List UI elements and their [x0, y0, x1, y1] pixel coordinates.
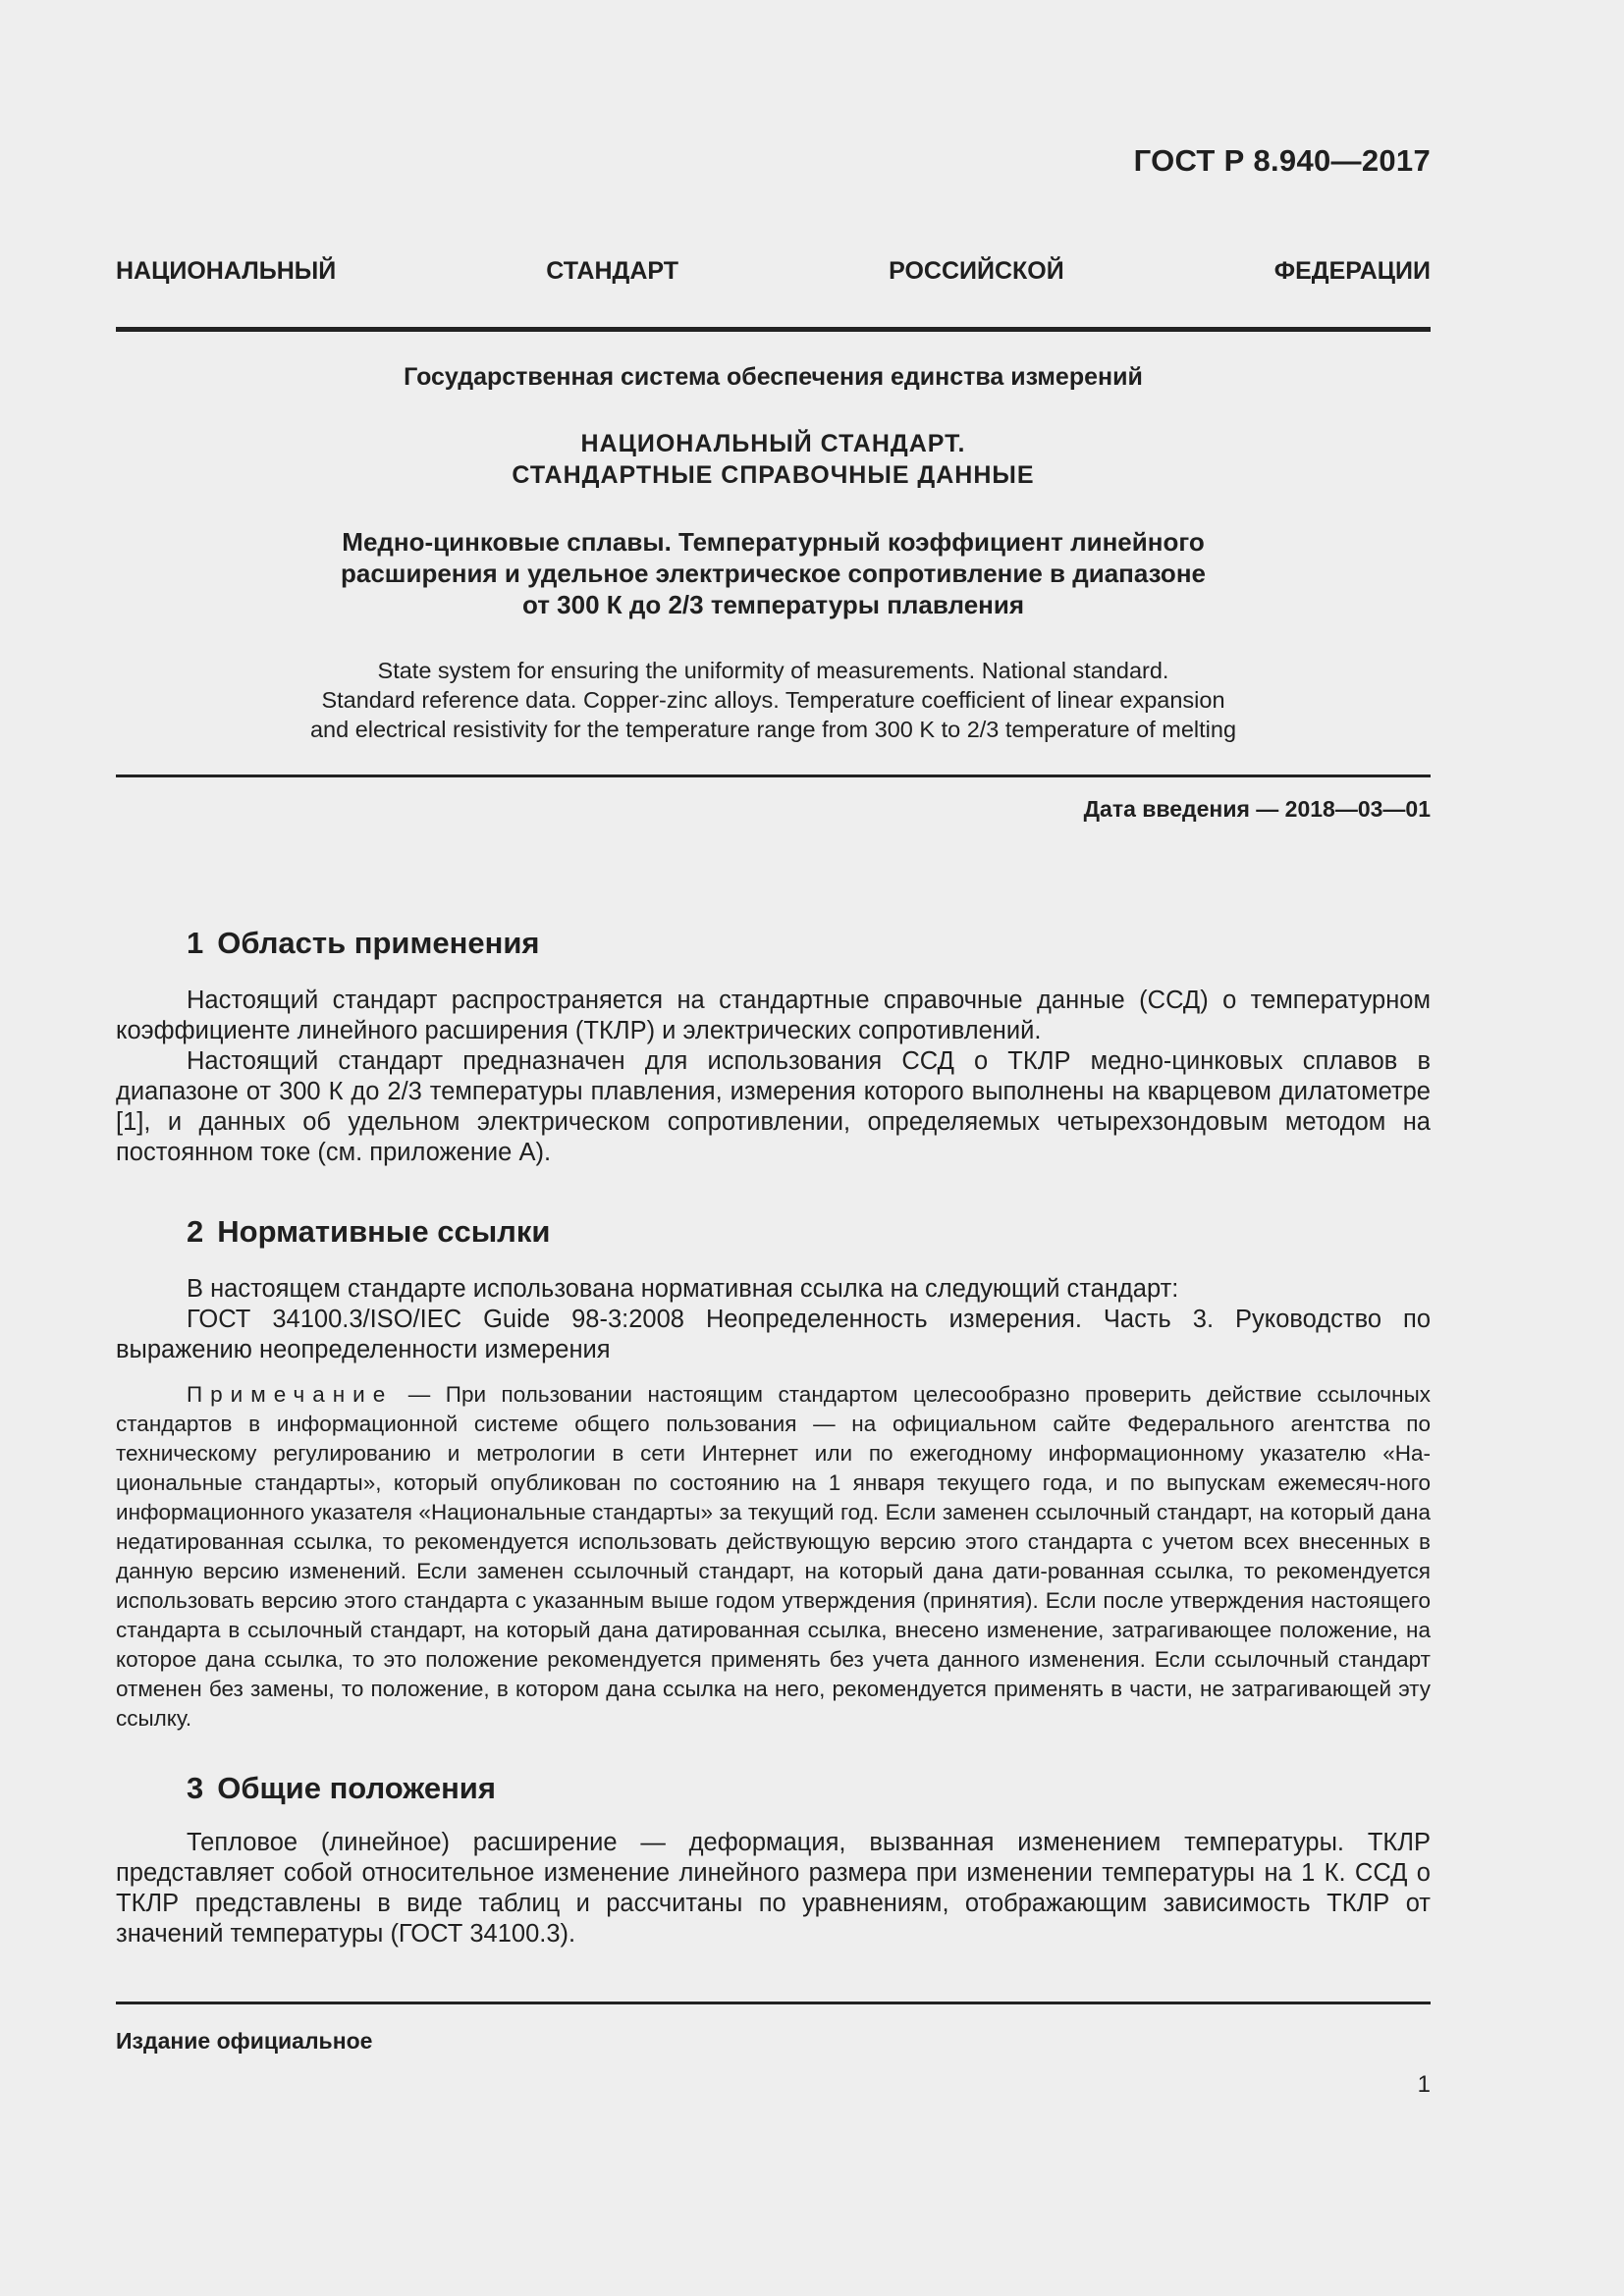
section-3-paragraph-1: Тепловое (линейное) расширение — деформация, вызванная изменением температуры. ТКЛР представляет собой относительное изменение линейного размера при изменении температуры на 1 К. ССД о ТКЛР представлены в виде таблиц и рассчитаны по уравнениям, отображающим зависимость ТКЛР от значений температуры (ГОСТ 34100.3).: [116, 1829, 1431, 1948]
standard-type-title-line-2: СТАНДАРТНЫЕ СПРАВОЧНЫЕ ДАННЫЕ: [512, 461, 1035, 489]
document-number: ГОСТ Р 8.940—2017: [1133, 143, 1431, 178]
english-title-line-1: State system for ensuring the uniformity of measurements. National standard.: [377, 658, 1169, 683]
section-1-heading: [187, 926, 540, 961]
note-label: Примечание: [187, 1382, 394, 1407]
section-3-title: Общие положения: [217, 1771, 496, 1805]
note-body: — При пользовании настоящим стандартом целесообразно проверить действие ссылочных стандартов в информационной системе общего пользования — на официальном сайте Федерального агентства по техническому регулированию и метрологии в сети Интернет или по ежегодному информационному указателю «На-циональные стандарты», который опубликован по состоянию на 1 января текущего года, и по выпускам ежемесяч-ного информационного указателя «Национальные стандарты» за текущий год. Если заменен ссылочный стандарт, на который дана недатированная ссылка, то рекомендуется использовать действующую версию этого стандарта с учетом всех внесенных в данную версию изменений. Если заменен ссылочный стандарт, на который дана дати-рованная ссылка, то рекомендуется использовать версию этого стандарта с указанным выше годом утверждения (принятия). Если после утверждения настоящего стандарта в ссылочный стандарт, на который дана датированная ссылка, внесено изменение, затрагивающее положение, на которое дана ссылка, то это положение рекомендуется применять без учета данного изменения. Если ссылочный стандарт отменен без замены, то положение, в котором дана ссылка на него, рекомендуется применять в части, не затрагивающей эту ссылку.: [116, 1382, 1431, 1731]
standard-type-title-line-1: НАЦИОНАЛЬНЫЙ СТАНДАРТ.: [580, 430, 966, 457]
russian-title-line-1: Медно-цинковые сплавы. Температурный коэффициент линейного: [342, 527, 1205, 557]
standard-banner-text: НАЦИОНАЛЬНЫЙ СТАНДАРТ РОССИЙСКОЙ ФЕДЕРАЦИИ: [116, 257, 1431, 285]
official-edition-label: Издание официальное: [116, 2028, 373, 2054]
standard-type-title: [116, 428, 1431, 491]
section-2-title: Нормативные ссылки: [217, 1214, 551, 1249]
section-2-heading: [187, 1214, 550, 1250]
footer-divider: [116, 2002, 1431, 2004]
english-title: [116, 656, 1431, 744]
section-1-number: 1: [187, 926, 204, 960]
section-2-body: [116, 1274, 1431, 1365]
section-2-paragraph-1: В настоящем стандарте использована нормативная ссылка на следующий стандарт:: [187, 1275, 1179, 1303]
standard-banner: [116, 257, 1431, 286]
section-2-note: [116, 1380, 1431, 1734]
section-2-paragraph-2: ГОСТ 34100.3/ISO/IEC Guide 98-3:2008 Неопределенность измерения. Часть 3. Руководство по выражению неопределенности измерения: [116, 1306, 1431, 1363]
note-paragraph: [116, 1380, 1431, 1734]
header-divider: [116, 327, 1431, 332]
russian-title: [116, 526, 1431, 620]
english-title-line-3: and electrical resistivity for the temperature range from 300 K to 2/3 temperature of melting: [309, 717, 1237, 742]
page-number: 1: [1417, 2071, 1431, 2098]
russian-title-line-3: от 300 К до 2/3 температуры плавления: [521, 590, 1025, 619]
section-3-heading: [187, 1771, 496, 1806]
section-1-paragraph-2: Настоящий стандарт предназначен для использования ССД о ТКЛР медно-цинковых сплавов в диапазоне от 300 К до 2/3 температуры плавления, измерения которого выполнены на кварцевом дилатометре [1], и данных об удельном электрическом сопротивлении, определяемых четырехзондовым методом на постоянном токе (см. приложение А).: [116, 1047, 1431, 1166]
section-1-paragraph-1: Настоящий стандарт распространяется на стандартные справочные данные (ССД) о температурном коэффициенте линейного расширения (ТКЛР) и электрических сопротивлений.: [116, 987, 1431, 1044]
section-1-title: Область применения: [217, 926, 540, 960]
section-3-body: [116, 1828, 1431, 1949]
section-1-body: [116, 986, 1431, 1168]
section-3-number: 3: [187, 1771, 204, 1805]
russian-title-line-2: расширения и удельное электрическое сопротивление в диапазоне: [341, 559, 1206, 588]
introduction-date: Дата введения — 2018—03—01: [1083, 796, 1431, 822]
section-2-number: 2: [187, 1214, 204, 1249]
english-title-line-2: Standard reference data. Copper-zinc alloys. Temperature coefficient of linear expansion: [321, 687, 1225, 713]
state-system-line: Государственная система обеспечения единства измерений: [404, 363, 1143, 391]
title-divider: [116, 774, 1431, 777]
